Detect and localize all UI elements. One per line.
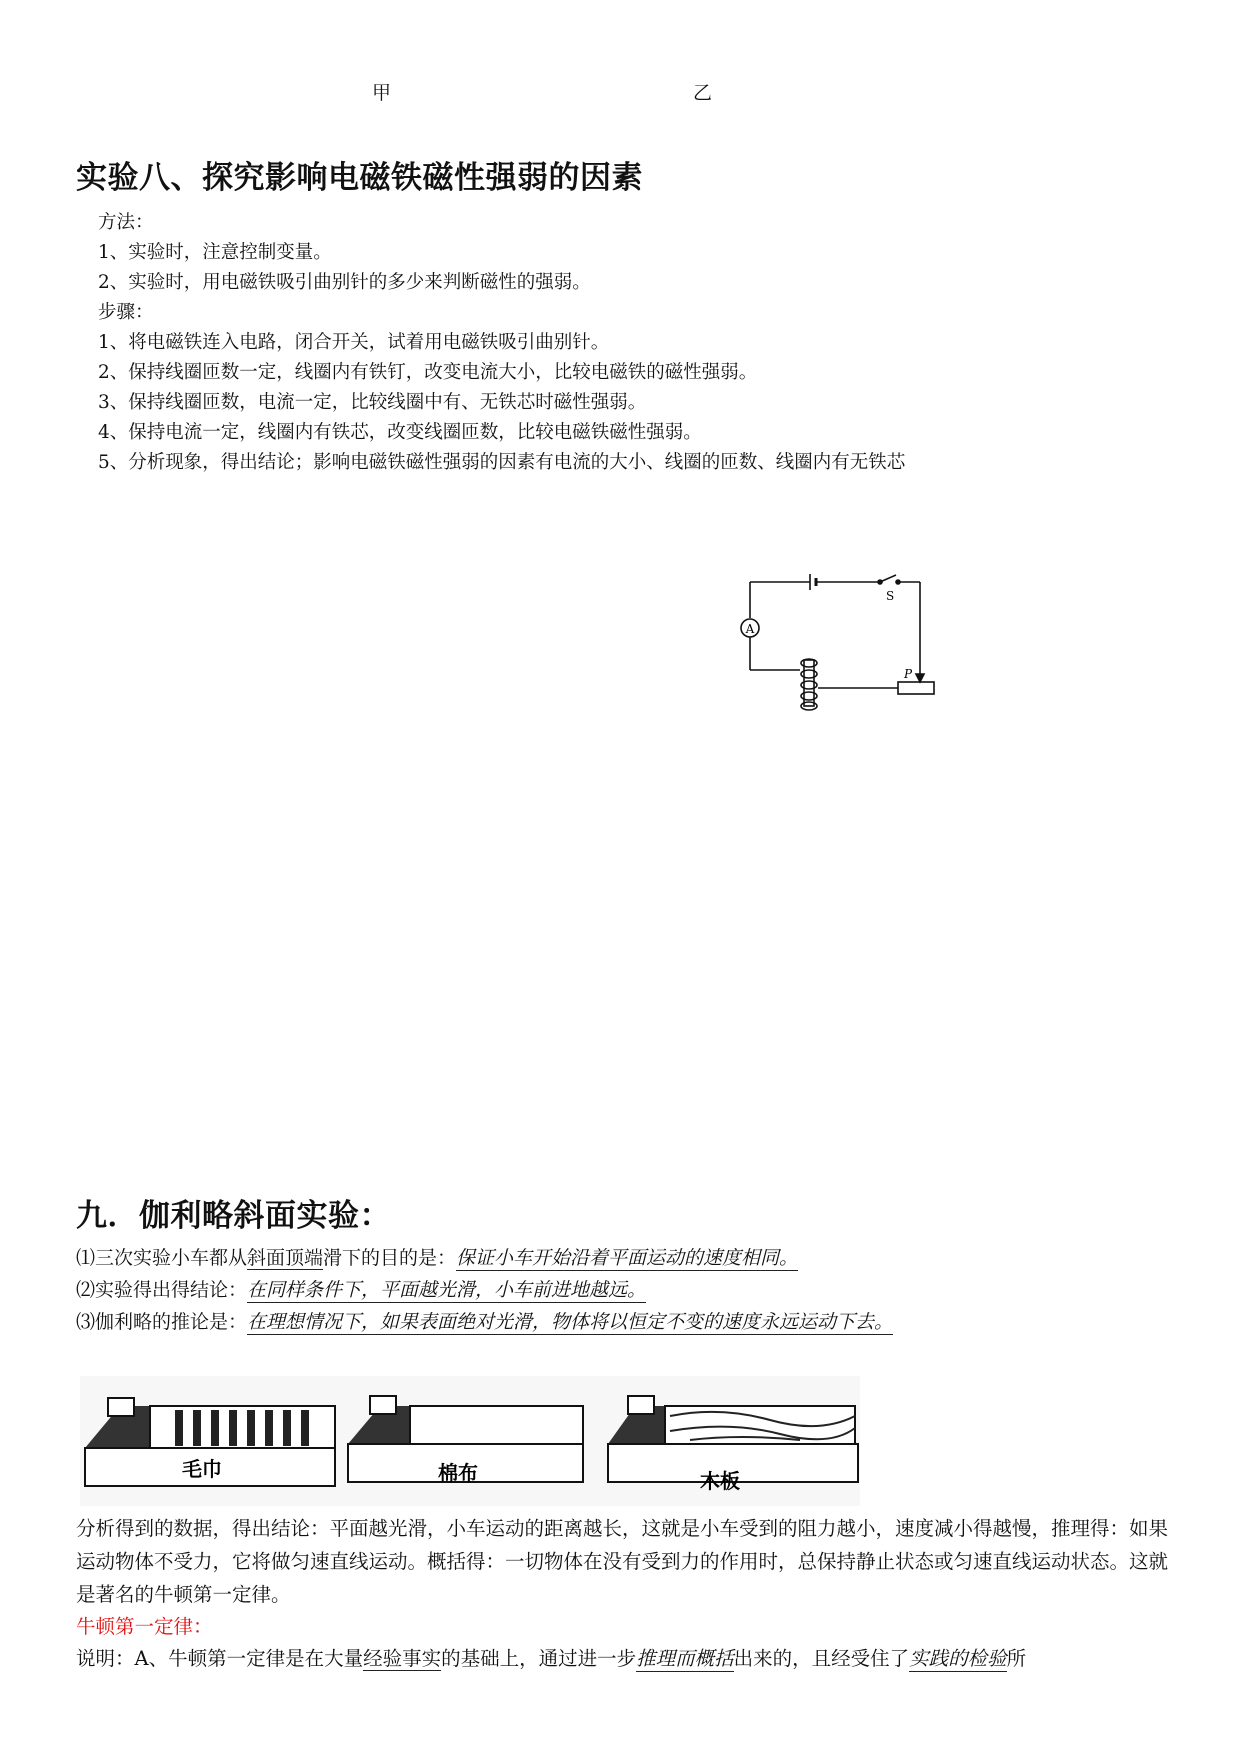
step-item: 1、将电磁铁连入电路，闭合开关，试着用电磁铁吸引曲别针。 bbox=[98, 332, 610, 353]
step-item: 2、保持线圈匝数一定，线圈内有铁钉，改变电流大小，比较电磁铁的磁性强弱。 bbox=[98, 362, 758, 383]
step-item: 5、分析现象，得出结论；影响电磁铁磁性强弱的因素有电流的大小、线圈的匝数、线圈内有无铁芯 bbox=[98, 452, 906, 473]
electromagnet-circuit-diagram bbox=[730, 570, 940, 720]
handwritten-answer: 实践的检验 bbox=[909, 1647, 1007, 1670]
surface-label-cotton: 棉布 bbox=[438, 1461, 478, 1485]
figure-label-yi: 乙 bbox=[693, 82, 713, 104]
handwritten-answer: 推理而概括 bbox=[636, 1647, 734, 1670]
switch-label: S bbox=[886, 589, 895, 603]
question-1: ⑴三次实验小车都从斜面顶端滑下的目的是：保证小车开始沿着平面运动的速度相同。 bbox=[76, 1247, 799, 1269]
answer-1: 保证小车开始沿着平面运动的速度相同。 bbox=[456, 1247, 799, 1269]
section8-body bbox=[98, 208, 905, 478]
surface-label-wood: 木板 bbox=[700, 1469, 740, 1493]
ammeter-label: A bbox=[745, 622, 755, 636]
conclusion-paragraph: 分析得到的数据，得出结论：平面越光滑，小车运动的距离越长，这就是小车受到的阻力越小，速度减小得越慢，推理得：如果运动物体不受力，它将做匀速直线运动。概括得：一切物体在没有受到力的作用时，总保持静止状态或匀速直线运动状态。这就是著名的牛顿第一定律。 bbox=[76, 1517, 1169, 1606]
section8-title: 实验八、探究影响电磁铁磁性强弱的因素 bbox=[76, 160, 643, 196]
section9-questions bbox=[76, 1242, 893, 1338]
surface-label-towel: 毛巾 bbox=[182, 1457, 222, 1481]
method-label: 方法： bbox=[98, 212, 154, 233]
method-item: 1、实验时，注意控制变量。 bbox=[98, 242, 332, 263]
step-item: 4、保持电流一定，线圈内有铁芯，改变线圈匝数，比较电磁铁磁性强弱。 bbox=[98, 422, 702, 443]
answer-3: 在理想情况下，如果表面绝对光滑，物体将以恒定不变的速度永远运动下去。 bbox=[247, 1311, 894, 1333]
step-item: 3、保持线圈匝数，电流一定，比较线圈中有、无铁芯时磁性强弱。 bbox=[98, 392, 647, 413]
slider-label: P bbox=[904, 667, 913, 681]
newton-law-label: 牛顿第一定律： bbox=[76, 1615, 213, 1638]
section9-title: 九．伽利略斜面实验： bbox=[76, 1198, 391, 1234]
underlined-term: 斜面顶端 bbox=[247, 1247, 324, 1269]
question-2: ⑵实验得出得结论：在同样条件下，平面越光滑，小车前进地越远。 bbox=[76, 1279, 647, 1301]
incline-experiment-figure bbox=[80, 1376, 860, 1506]
question-3: ⑶伽利略的推论是：在理想情况下，如果表面绝对光滑，物体将以恒定不变的速度永远运动下去。 bbox=[76, 1311, 894, 1333]
steps-label: 步骤： bbox=[98, 302, 154, 323]
answer-2: 在同样条件下，平面越光滑，小车前进地越远。 bbox=[247, 1279, 647, 1301]
newton-law-note: 说明：A、牛顿第一定律是在大量经验事实的基础上，通过进一步推理而概括出来的，且经受住了实践的检验所 bbox=[76, 1647, 1027, 1670]
figure-label-jia: 甲 bbox=[372, 82, 392, 104]
underlined-term: 经验事实 bbox=[363, 1647, 442, 1670]
method-item: 2、实验时，用电磁铁吸引曲别针的多少来判断磁性的强弱。 bbox=[98, 272, 591, 293]
